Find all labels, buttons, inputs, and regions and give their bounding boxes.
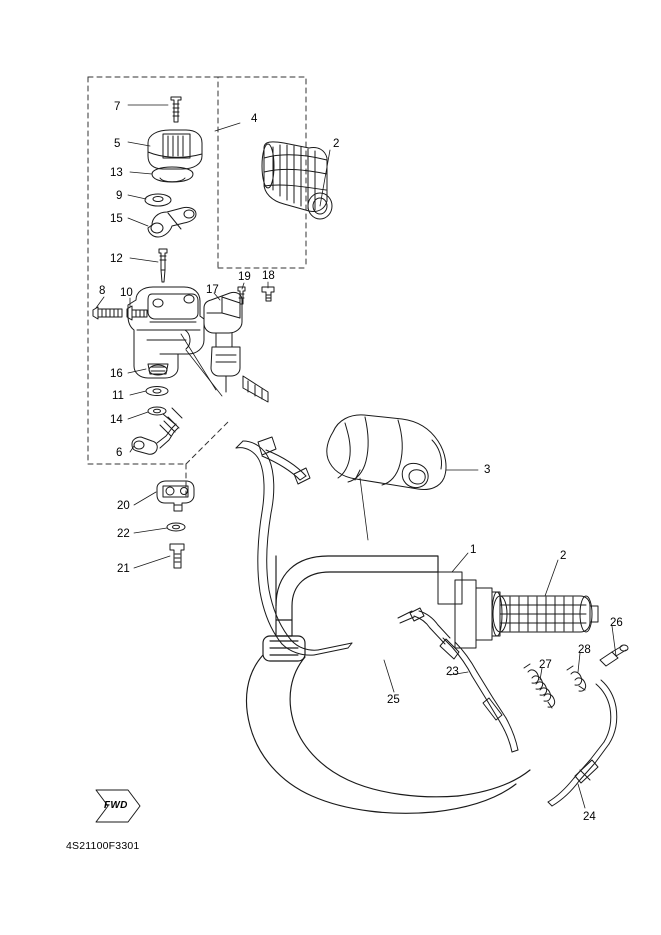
callout-2-upper: 2 <box>333 138 340 150</box>
callout-9: 9 <box>116 190 123 202</box>
bolt-10 <box>127 306 147 320</box>
callout-18: 18 <box>262 270 275 282</box>
callout-4: 4 <box>251 113 258 125</box>
bar-end <box>590 606 598 622</box>
fitting-26 <box>600 645 628 666</box>
callout-19: 19 <box>238 271 251 283</box>
grip-upper <box>262 142 332 219</box>
callout-3: 3 <box>484 464 491 476</box>
callout-25: 25 <box>387 694 400 706</box>
callout-7: 7 <box>114 101 121 113</box>
callout-15: 15 <box>110 213 123 225</box>
sleeve-28 <box>567 666 586 691</box>
bolt-8 <box>93 307 122 319</box>
callout-22: 22 <box>117 528 130 540</box>
handlebar-cover-3 <box>327 415 446 490</box>
washer-22 <box>167 523 185 531</box>
lever-15 <box>148 207 196 237</box>
callout-26: 26 <box>610 617 623 629</box>
bolt-21 <box>170 544 184 568</box>
callout-8: 8 <box>99 285 106 297</box>
callout-23: 23 <box>446 666 459 678</box>
fwd-direction-label: FWD <box>104 800 128 811</box>
cable-clamp-20 <box>157 481 194 511</box>
callout-21: 21 <box>117 563 130 575</box>
callout-11: 11 <box>112 390 124 402</box>
callout-20: 20 <box>117 500 130 512</box>
callout-2-lower: 2 <box>560 550 567 562</box>
bolt-18 <box>262 287 274 301</box>
cable-24 <box>548 680 617 806</box>
throttle-housing <box>438 572 502 648</box>
callout-5: 5 <box>114 138 121 150</box>
callout-16: 16 <box>110 368 123 380</box>
handlebar-1 <box>246 556 530 813</box>
washer-9 <box>145 194 171 206</box>
callout-12: 12 <box>110 253 123 265</box>
callout-10: 10 <box>120 287 133 299</box>
grip-lower-2 <box>493 596 592 632</box>
reservoir-cap-5 <box>148 130 202 169</box>
pin-12 <box>159 249 167 282</box>
callout-28: 28 <box>578 644 591 656</box>
callout-14: 14 <box>110 414 123 426</box>
screw-7 <box>171 97 181 122</box>
callout-17: 17 <box>206 284 219 296</box>
callout-27: 27 <box>539 659 552 671</box>
callout-24: 24 <box>583 811 596 823</box>
callout-1: 1 <box>470 544 477 556</box>
washer-11 <box>146 387 168 396</box>
callout-13: 13 <box>110 167 123 179</box>
diagram-part-code: 4S21100F3301 <box>66 840 140 852</box>
callout-6: 6 <box>116 447 123 459</box>
